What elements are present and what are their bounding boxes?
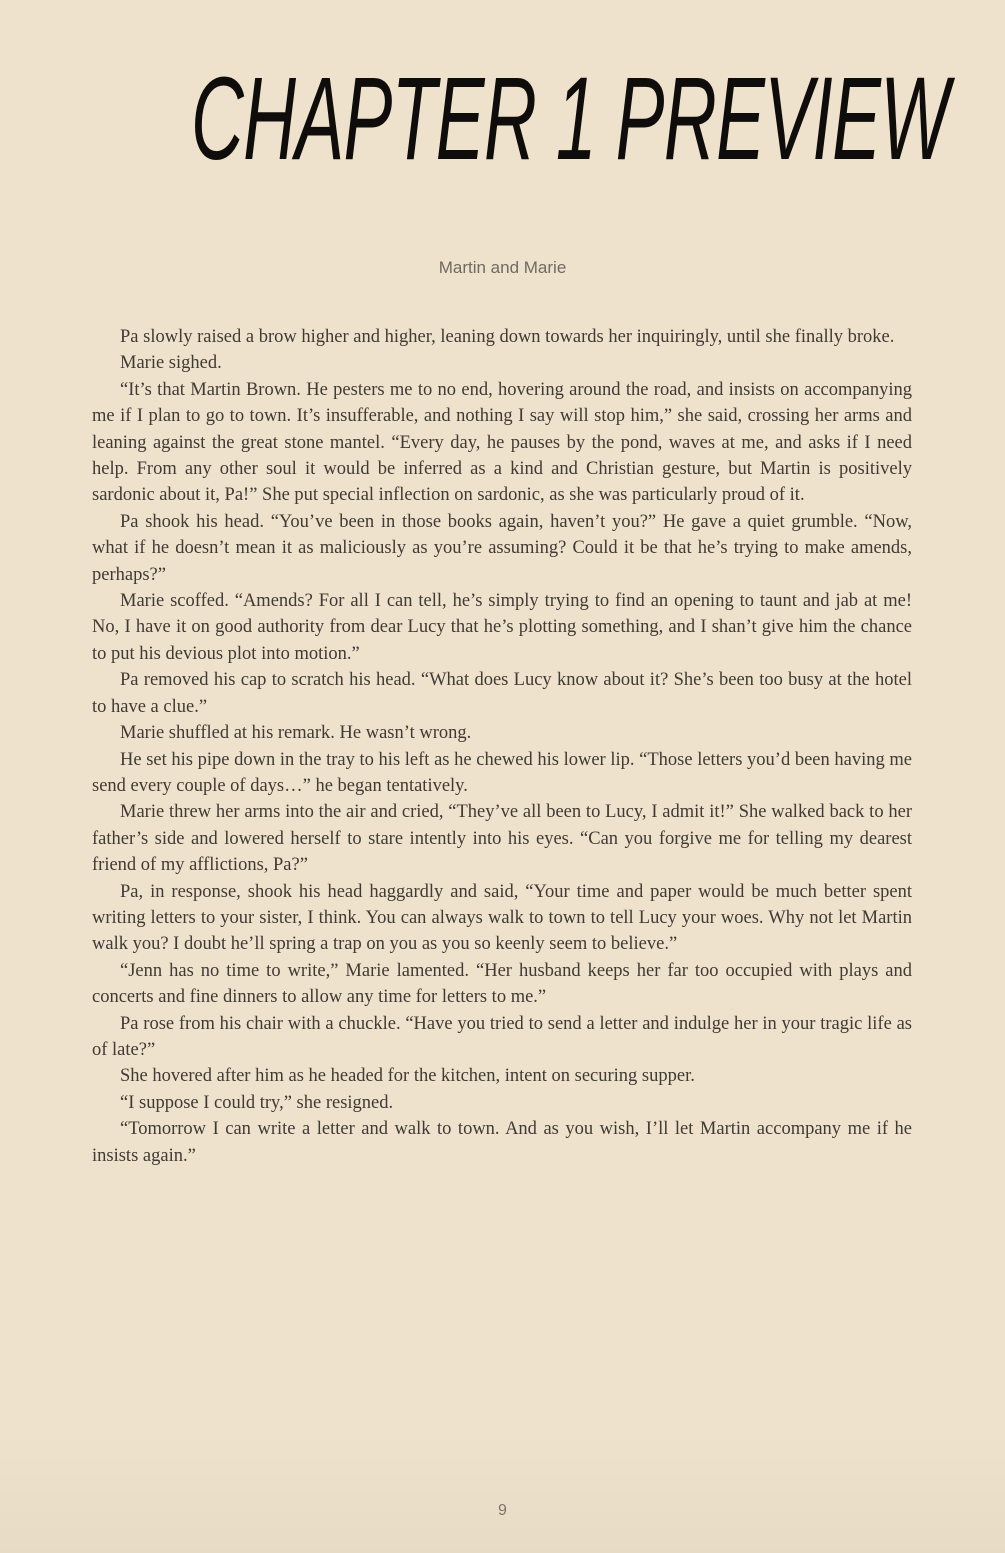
paragraph: She hovered after him as he headed for the kitchen, intent on securing supper.: [120, 1066, 695, 1087]
paragraph: Pa shook his head. “You’ve been in those books again, haven’t you?” He gave a quiet grumble. “Now, what if he doesn’t mean it as maliciously as you’re assuming? Could it be that he’s trying to make amends, perhaps?”: [92, 511, 912, 585]
paragraph: Marie scoffed. “Amends? For all I can tell, he’s simply trying to find an opening to taunt and jab at me! No, I have it on good authority from dear Lucy that he’s plotting something, and I shan’t give him the chance to put his devious plot into motion.”: [92, 591, 912, 664]
paragraph: Marie shuffled at his remark. He wasn’t wrong.: [120, 723, 472, 744]
paragraph: Pa rose from his chair with a chuckle. “Have you tried to send a letter and indulge her in your tragic life as of late?”: [92, 1013, 912, 1060]
paragraph: “I suppose I could try,” she resigned.: [120, 1092, 394, 1113]
paragraph: Marie threw her arms into the air and cried, “They’ve all been to Lucy, I admit it!” She walked back to her father’s side and lowered herself to stare intently into his eyes. “Can you forgive me for telling my dearest friend of my afflictions, Pa?”: [92, 802, 912, 876]
paragraph: Pa removed his cap to scratch his head. “What does Lucy know about it? She’s been too busy at the hotel to have a clue.”: [92, 670, 912, 717]
chapter-title: CHAPTER 1 PREVIEW: [190, 53, 949, 185]
paragraph: “Tomorrow I can write a letter and walk to town. And as you wish, I’ll let Martin accompany me if he insists again.”: [92, 1119, 912, 1166]
paragraph: Pa slowly raised a brow higher and higher, leaning down towards her inquiringly, until she finally broke.: [120, 327, 895, 347]
chapter-body: [92, 324, 912, 1169]
paragraph: “It’s that Martin Brown. He pesters me to no end, hovering around the road, and insists on accompanying me if I plan to go to town. It’s insufferable, and nothing I say will stop him,” she said, crossing her arms and leaning against the great stone mantel. “Every day, he pauses by the pond, waves at me, and asks if I need help. From any other soul it would be inferred as a kind and Christian gesture, but Martin is positively sardonic about it, Pa!” She put special inflection on sardonic, as she was particularly proud of it.: [92, 379, 912, 506]
paragraph: “Jenn has no time to write,” Marie lamented. “Her husband keeps her far too occupied with plays and concerts and fine dinners to allow any time for letters to me.”: [92, 960, 912, 1008]
paragraph: He set his pipe down in the tray to his left as he chewed his lower lip. “Those letters you’d been having me send every couple of days…” he began tentatively.: [92, 749, 912, 796]
paragraph: Pa, in response, shook his head haggardly and said, “Your time and paper would be much better spent writing letters to your sister, I think. You can always walk to town to tell Lucy your woes. Why not let Martin walk you? I doubt he’ll spring a trap on you as you so keenly seem to believe.”: [92, 881, 912, 955]
page-number: 9: [498, 1502, 507, 1519]
paragraph: Marie sighed.: [120, 353, 222, 374]
chapter-subtitle: Martin and Marie: [438, 258, 567, 277]
